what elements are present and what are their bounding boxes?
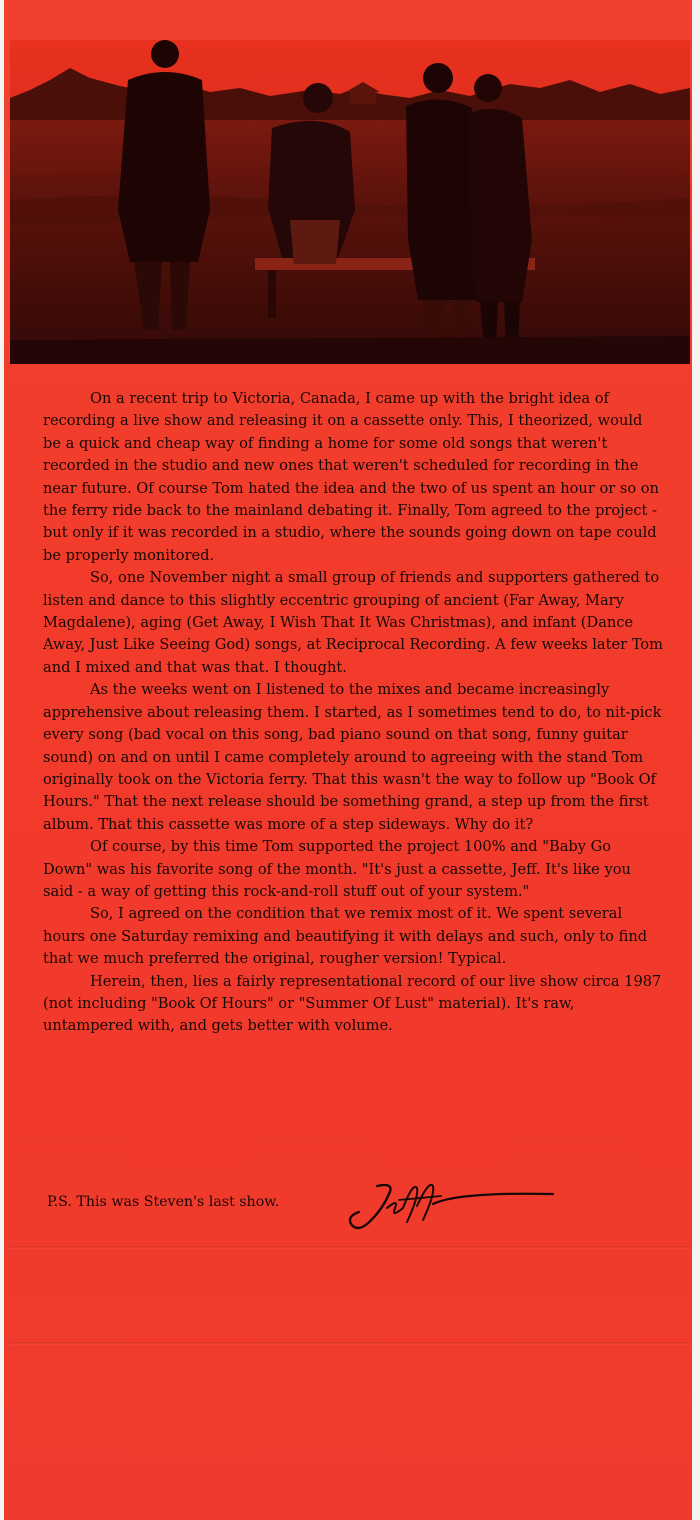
postscript: P.S. This was Steven's last show. <box>47 1194 280 1210</box>
signature-jeff <box>337 1178 567 1234</box>
fold-crease <box>10 1246 692 1249</box>
liner-notes-body <box>43 388 663 1038</box>
paragraph-3: As the weeks went on I listened to the mixes and became increasingly apprehensive about releasing them. I started, as I sometimes tend to do, to nit-pick every song (bad vocal on this song, bad piano sound on that song, funny guitar sound) on and on until I came completely around to agreeing with the stand Tom originally took on the Victoria ferry. That this wasn't the way to follow up "Book Of Hours." That the next release should be something grand, a step up from the first album. That this cassette was more of a step sideways. Why do it? <box>43 681 662 833</box>
paragraph-1: On a recent trip to Victoria, Canada, I came up with the bright idea of recording a live show and releasing it on a cassette only. This, I theorized, would be a quick and cheap way of finding a home for some old songs that weren't recorded in the studio and new ones that weren't scheduled for recording in the near future. Of course Tom hated the idea and the two of us spent an hour or so on the ferry ride back to the mainland debating it. Finally, Tom agreed to the project - but only if it was recorded in a studio, where the sounds going down on tape could be properly monitored. <box>43 390 659 564</box>
paragraph-5: So, I agreed on the condition that we remix most of it. We spent several hours one Saturday remixing and beautifying it with delays and such, only to find that we much preferred the original, rougher version! Typical. <box>43 905 648 968</box>
paragraph-2: So, one November night a small group of friends and supporters gathered to listen and dance to this slightly eccentric grouping of ancient (Far Away, Mary Magdalene), aging (Get Away, I Wish That It Was Christmas), and infant (Dance Away, Just Like Seeing God) songs, at Reciprocal Recording. A few weeks later Tom and I mixed and that was that. I thought. <box>43 569 663 676</box>
liner-notes-card <box>4 0 692 1520</box>
band-photo <box>10 40 690 364</box>
postscript-row <box>47 1178 607 1238</box>
fold-crease <box>10 1342 692 1345</box>
paragraph-6: Herein, then, lies a fairly representational record of our live show circa 1987 (not including "Book Of Hours" or "Summer Of Lust" material). It's raw, untampered with, and gets better with volume. <box>43 972 662 1035</box>
paragraph-4: Of course, by this time Tom supported the project 100% and "Baby Go Down" was his favorite song of the month. "It's just a cassette, Jeff. It's like you said - a way of getting this rock-and-roll stuff out of your system." <box>43 838 631 900</box>
